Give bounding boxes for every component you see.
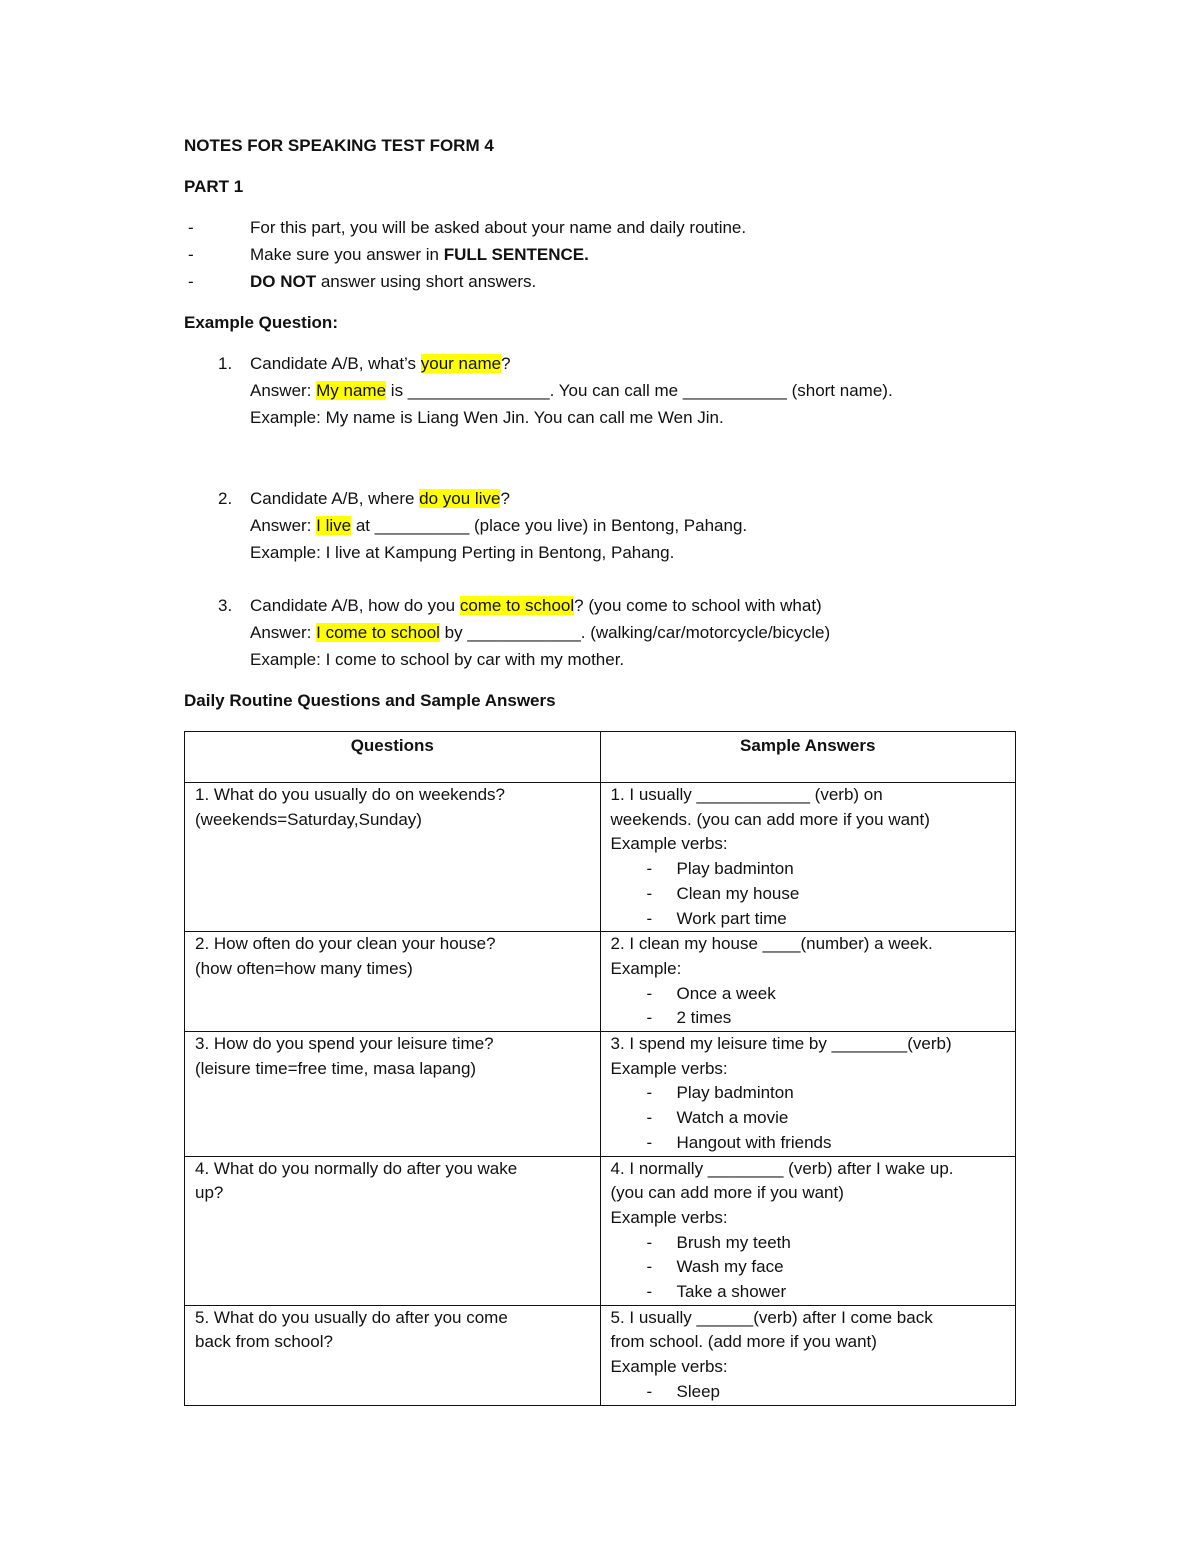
answer-example: Example: I live at Kampung Perting in Bentong, Pahang. [250, 543, 675, 562]
table-row [185, 1156, 1016, 1305]
verb-list [611, 1231, 1006, 1305]
answer-cell: 3. I spend my leisure time by ________(verb) Example verbs: - Play badminton - Watch a movie - Hangout with friends [600, 1032, 1016, 1157]
answer-cell: 4. I normally ________ (verb) after I wake up. (you can add more if you want) Example verbs: - Brush my teeth - Wash my face - Take a shower [600, 1156, 1016, 1305]
answer-example: Example: I come to school by car with my mother. [250, 650, 625, 669]
list-item: - Brush my teeth [646, 1232, 791, 1252]
question-cell: 2. How often do your clean your house? (how often=how many times) [185, 932, 601, 1032]
answer-example: Example: My name is Liang Wen Jin. You can call me Wen Jin. [250, 408, 724, 427]
list-item: - Take a shower [646, 1282, 787, 1302]
instruction-item: - DO NOT answer using short answers. [184, 268, 1024, 295]
answer-template: Answer: I come to school by ____________. (walking/car/motorcycle/bicycle) [250, 623, 831, 642]
table-row [185, 1032, 1016, 1157]
verb-list [611, 1380, 1006, 1405]
verb-list [611, 982, 1006, 1031]
bullet-dash: - [188, 245, 194, 264]
example-question-3 [184, 592, 1024, 673]
answer-cell: 1. I usually ____________ (verb) on weekends. (you can add more if you want) Example verbs: - Play badminton - Clean my house - Work part time [600, 783, 1016, 932]
list-item: - Wash my face [646, 1257, 784, 1277]
table-header-row [185, 732, 1016, 783]
question-number: 1. [218, 354, 233, 373]
list-item: - Watch a movie [646, 1108, 789, 1128]
list-item: - Play badminton [646, 1083, 794, 1103]
daily-routine-table [184, 731, 1016, 1406]
list-item: - 2 times [646, 1008, 732, 1028]
column-header-answers: Sample Answers [600, 732, 1016, 783]
question-text: Candidate A/B, what’s your name? [250, 354, 511, 373]
document-title: NOTES FOR SPEAKING TEST FORM 4 [184, 136, 494, 155]
document-page [184, 132, 1024, 714]
answer-cell: 5. I usually ______(verb) after I come back from school. (add more if you want) Example verbs: - Sleep [600, 1305, 1016, 1405]
highlight: do you live [419, 489, 501, 508]
answer-cell: 2. I clean my house ____(number) a week. Example: - Once a week - 2 times [600, 932, 1016, 1032]
list-item: - Sleep [646, 1381, 720, 1401]
question-cell: 4. What do you normally do after you wake up? [185, 1156, 601, 1305]
answer-template: Answer: My name is _______________. You can call me ___________ (short name). [250, 381, 893, 400]
question-text: Candidate A/B, where do you live? [250, 489, 510, 508]
daily-routine-heading: Daily Routine Questions and Sample Answers [184, 691, 556, 710]
highlight: My name [316, 381, 387, 400]
list-item: - Play badminton [646, 859, 794, 879]
highlight: I live [316, 516, 352, 535]
column-header-questions: Questions [185, 732, 601, 783]
question-text: Candidate A/B, how do you come to school? (you come to school with what) [250, 596, 822, 615]
part-heading: PART 1 [184, 177, 244, 196]
verb-list [611, 857, 1006, 931]
verb-list [611, 1081, 1006, 1155]
highlight: your name [420, 354, 502, 373]
bullet-dash: - [188, 272, 194, 291]
table-row [185, 932, 1016, 1032]
highlight: I come to school [316, 623, 440, 642]
list-item: - Hangout with friends [646, 1132, 832, 1152]
highlight: come to school [459, 596, 575, 615]
list-item: - Work part time [646, 908, 787, 928]
instruction-item: - For this part, you will be asked about your name and daily routine. [184, 214, 1024, 241]
example-question-1 [184, 350, 1024, 431]
question-number: 2. [218, 489, 233, 508]
list-item: - Once a week [646, 983, 776, 1003]
example-question-2 [184, 485, 1024, 566]
table-row [185, 1305, 1016, 1405]
question-number: 3. [218, 596, 233, 615]
instruction-list [184, 214, 1024, 295]
question-cell: 3. How do you spend your leisure time? (leisure time=free time, masa lapang) [185, 1032, 601, 1157]
answer-template: Answer: I live at __________ (place you live) in Bentong, Pahang. [250, 516, 748, 535]
question-cell: 5. What do you usually do after you come back from school? [185, 1305, 601, 1405]
example-question-heading: Example Question: [184, 313, 338, 332]
instruction-item: - Make sure you answer in FULL SENTENCE. [184, 241, 1024, 268]
list-item: - Clean my house [646, 883, 800, 903]
bullet-dash: - [188, 218, 194, 237]
question-cell: 1. What do you usually do on weekends? (weekends=Saturday,Sunday) [185, 783, 601, 932]
table-row [185, 783, 1016, 932]
